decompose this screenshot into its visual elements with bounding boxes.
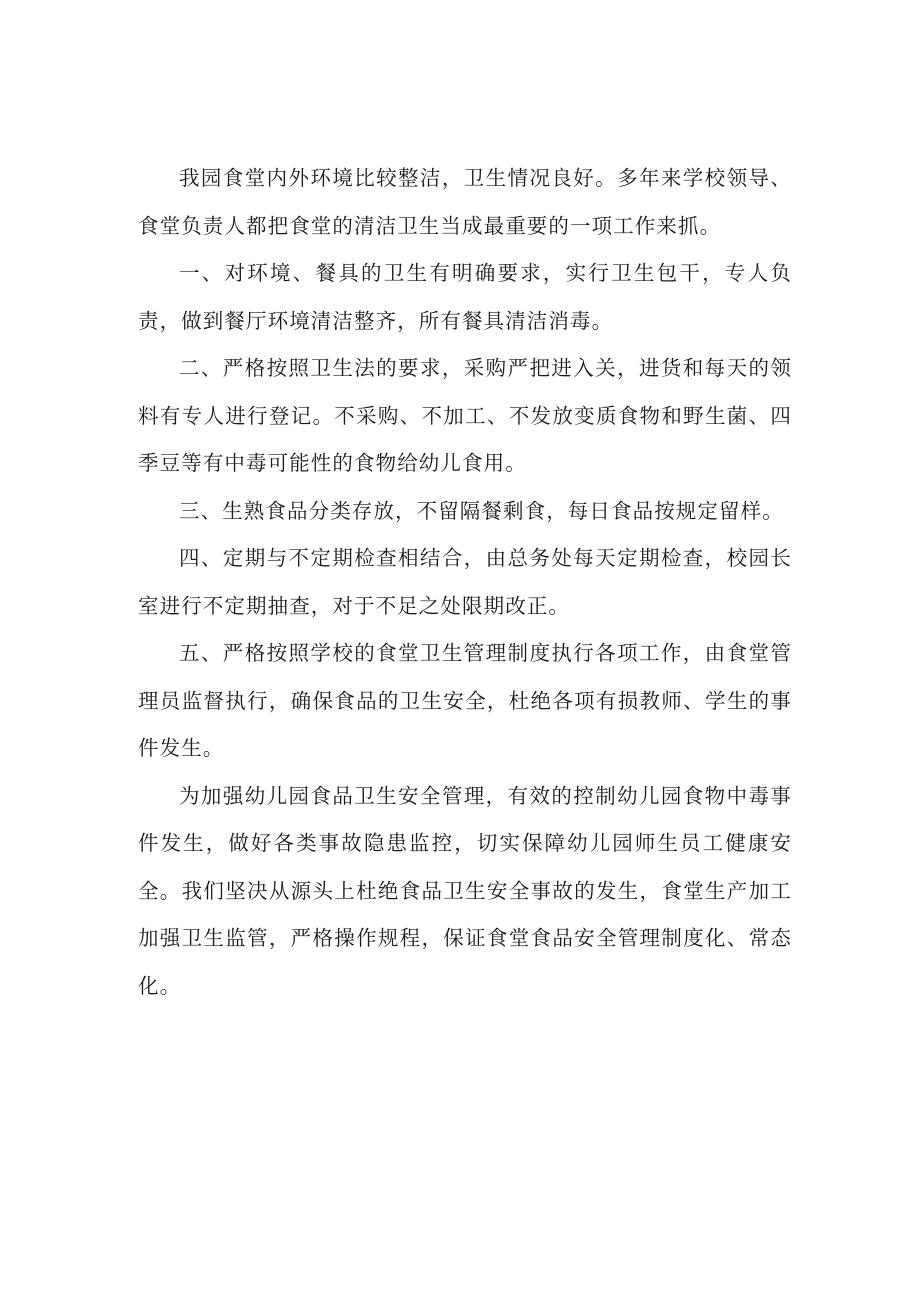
paragraph-item-3: 三、生熟食品分类存放，不留隔餐剩食，每日食品按规定留样。 bbox=[179, 498, 784, 523]
document-body bbox=[138, 155, 792, 1010]
paragraph-item-1: 一、对环境、餐具的卫生有明确要求，实行卫生包干，专人负责，做到餐厅环境清洁整齐，所有餐具清洁消毒。 bbox=[138, 261, 792, 333]
paragraph-item-4: 四、定期与不定期检查相结合，由总务处每天定期检查，校园长室进行不定期抽查，对于不足之处限期改正。 bbox=[138, 546, 792, 618]
paragraph-item-5: 五、严格按照学校的食堂卫生管理制度执行各项工作，由食堂管理员监督执行，确保食品的卫生安全，杜绝各项有损教师、学生的事件发生。 bbox=[138, 641, 792, 760]
paragraph-intro: 我园食堂内外环境比较整洁，卫生情况良好。多年来学校领导、食堂负责人都把食堂的清洁卫生当成最重要的一项工作来抓。 bbox=[138, 166, 792, 238]
paragraph-conclusion: 为加强幼儿园食品卫生安全管理，有效的控制幼儿园食物中毒事件发生，做好各类事故隐患监控，切实保障幼儿园师生员工健康安全。我们坚决从源头上杜绝食品卫生安全事故的发生，食堂生产加工加强卫生监管，严格操作规程，保证食堂食品安全管理制度化、常态化。 bbox=[138, 783, 792, 998]
paragraph-item-2: 二、严格按照卫生法的要求，采购严把进入关，进货和每天的领料有专人进行登记。不采购、不加工、不发放变质食物和野生菌、四季豆等有中毒可能性的食物给幼儿食用。 bbox=[138, 356, 792, 475]
